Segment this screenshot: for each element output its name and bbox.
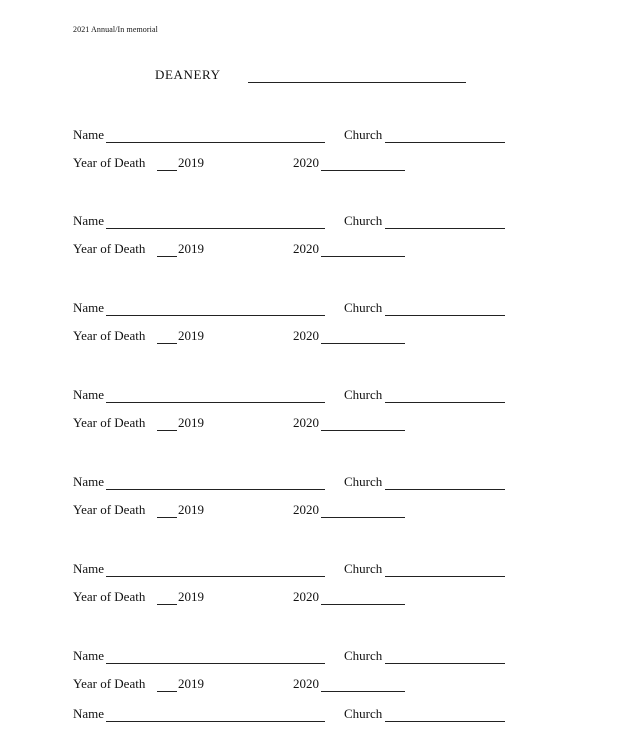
year-2020-blank-line	[321, 256, 405, 257]
memorial-entry	[0, 127, 623, 187]
church-blank-line	[385, 576, 505, 577]
church-label: Church	[344, 561, 383, 576]
year-2019-blank-line	[157, 604, 177, 605]
year-2019-label: 2019	[178, 502, 204, 517]
memorial-entry	[0, 300, 623, 360]
year-2019-label: 2019	[178, 589, 204, 604]
year-of-death-label: Year of Death	[73, 155, 146, 170]
year-2019-blank-line	[157, 430, 177, 431]
name-blank-line	[106, 402, 325, 403]
name-label: Name	[73, 474, 105, 489]
year-2020-blank-line	[321, 604, 405, 605]
year-of-death-label: Year of Death	[73, 328, 146, 343]
name-label: Name	[73, 706, 105, 721]
name-label: Name	[73, 561, 105, 576]
year-2020-label: 2020	[293, 502, 319, 517]
year-2019-label: 2019	[178, 241, 204, 256]
year-2020-blank-line	[321, 430, 405, 431]
church-label: Church	[344, 127, 383, 142]
year-2020-blank-line	[321, 691, 405, 692]
name-label: Name	[73, 648, 105, 663]
year-2019-blank-line	[157, 170, 177, 171]
year-2020-blank-line	[321, 517, 405, 518]
church-blank-line	[385, 402, 505, 403]
year-2020-blank-line	[321, 170, 405, 171]
name-label: Name	[73, 213, 105, 228]
church-label: Church	[344, 706, 383, 721]
church-label: Church	[344, 474, 383, 489]
year-of-death-label: Year of Death	[73, 589, 146, 604]
church-blank-line	[385, 721, 505, 722]
year-2019-label: 2019	[178, 415, 204, 430]
name-blank-line	[106, 663, 325, 664]
church-blank-line	[385, 142, 505, 143]
year-2019-blank-line	[157, 517, 177, 518]
name-blank-line	[106, 489, 325, 490]
deanery-label: DEANERY	[155, 67, 221, 82]
year-2020-label: 2020	[293, 328, 319, 343]
name-label: Name	[73, 300, 105, 315]
name-label: Name	[73, 127, 105, 142]
church-blank-line	[385, 489, 505, 490]
memorial-entry	[0, 706, 623, 730]
deanery-blank-line	[248, 82, 466, 83]
memorial-entry	[0, 213, 623, 273]
memorial-entry	[0, 387, 623, 447]
year-2019-blank-line	[157, 343, 177, 344]
church-blank-line	[385, 228, 505, 229]
church-label: Church	[344, 300, 383, 315]
year-of-death-label: Year of Death	[73, 502, 146, 517]
name-blank-line	[106, 228, 325, 229]
memorial-entry	[0, 474, 623, 534]
name-blank-line	[106, 576, 325, 577]
header-note: 2021 Annual/In memorial	[73, 25, 158, 34]
year-of-death-label: Year of Death	[73, 241, 146, 256]
year-2019-label: 2019	[178, 676, 204, 691]
memorial-entry	[0, 648, 623, 708]
year-2020-label: 2020	[293, 676, 319, 691]
church-label: Church	[344, 648, 383, 663]
year-2020-label: 2020	[293, 589, 319, 604]
year-2019-blank-line	[157, 256, 177, 257]
name-blank-line	[106, 721, 325, 722]
year-2019-label: 2019	[178, 155, 204, 170]
year-2020-blank-line	[321, 343, 405, 344]
year-2019-blank-line	[157, 691, 177, 692]
church-label: Church	[344, 387, 383, 402]
church-blank-line	[385, 315, 505, 316]
year-of-death-label: Year of Death	[73, 415, 146, 430]
name-label: Name	[73, 387, 105, 402]
year-of-death-label: Year of Death	[73, 676, 146, 691]
year-2020-label: 2020	[293, 155, 319, 170]
church-blank-line	[385, 663, 505, 664]
church-label: Church	[344, 213, 383, 228]
memorial-entry	[0, 561, 623, 621]
year-2020-label: 2020	[293, 241, 319, 256]
name-blank-line	[106, 315, 325, 316]
name-blank-line	[106, 142, 325, 143]
year-2020-label: 2020	[293, 415, 319, 430]
year-2019-label: 2019	[178, 328, 204, 343]
